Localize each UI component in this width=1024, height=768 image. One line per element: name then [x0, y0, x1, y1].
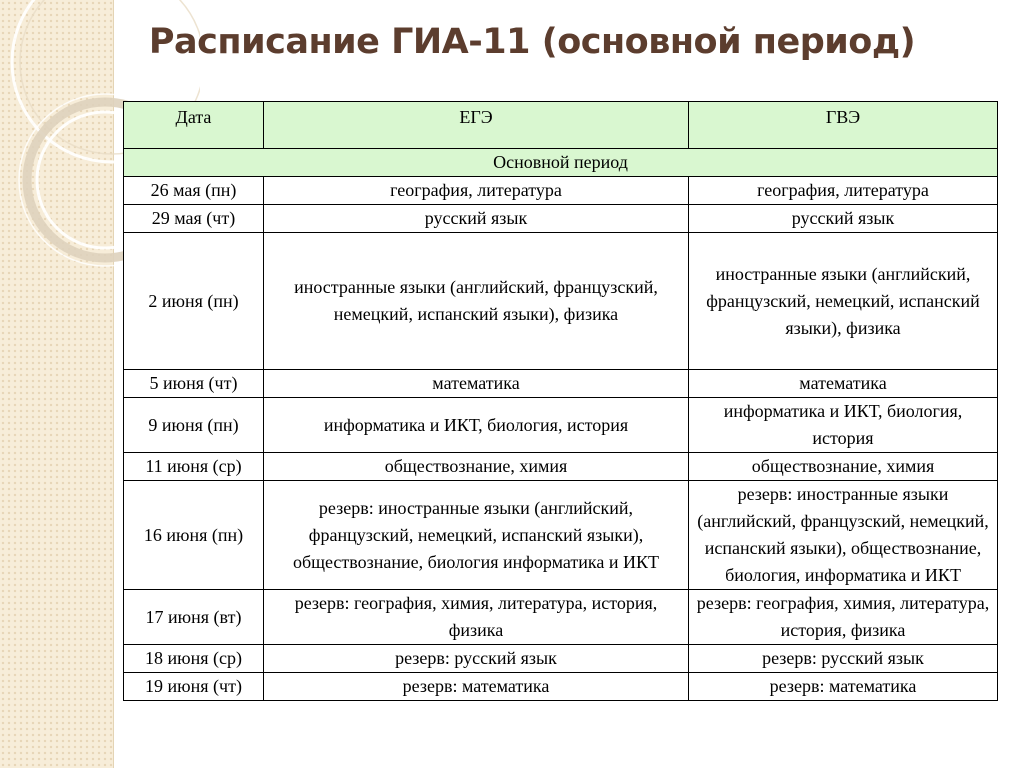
table-row — [124, 370, 998, 398]
cell-date: 9 июня (пн) — [124, 398, 264, 453]
cell-ege: география, литература — [264, 177, 689, 205]
cell-date: 17 июня (вт) — [124, 590, 264, 645]
cell-date: 5 июня (чт) — [124, 370, 264, 398]
cell-gve: резерв: иностранные языки (английский, французский, немецкий, испанский языки), обществознание, биология, информатика и ИКТ — [689, 481, 998, 590]
cell-ege: резерв: иностранные языки (английский, французский, немецкий, испанский языки), обществознание, биология информатика и ИКТ — [264, 481, 689, 590]
cell-ege: математика — [264, 370, 689, 398]
header-ege: ЕГЭ — [264, 102, 689, 149]
cell-ege: резерв: география, химия, литература, история, физика — [264, 590, 689, 645]
section-row — [124, 149, 998, 177]
cell-gve: иностранные языки (английский, французский, немецкий, испанский языки), физика — [689, 233, 998, 370]
cell-date: 16 июня (пн) — [124, 481, 264, 590]
cell-ege: иностранные языки (английский, французский, немецкий, испанский языки), физика — [264, 233, 689, 370]
cell-date: 18 июня (ср) — [124, 645, 264, 673]
cell-date: 2 июня (пн) — [124, 233, 264, 370]
table-row — [124, 177, 998, 205]
cell-ege: обществознание, химия — [264, 453, 689, 481]
header-gve: ГВЭ — [689, 102, 998, 149]
table-header-row — [124, 102, 998, 149]
table-row — [124, 673, 998, 701]
cell-gve: резерв: география, химия, литература, история, физика — [689, 590, 998, 645]
cell-gve: информатика и ИКТ, биология, история — [689, 398, 998, 453]
table-row — [124, 398, 998, 453]
cell-date: 26 мая (пн) — [124, 177, 264, 205]
cell-gve: резерв: русский язык — [689, 645, 998, 673]
decorative-side-panel — [0, 0, 113, 768]
side-panel-border — [113, 0, 114, 768]
table-row — [124, 645, 998, 673]
cell-ege: резерв: русский язык — [264, 645, 689, 673]
schedule-table — [123, 101, 998, 701]
table-row — [124, 205, 998, 233]
cell-gve: русский язык — [689, 205, 998, 233]
cell-ege: резерв: математика — [264, 673, 689, 701]
section-label: Основной период — [124, 149, 998, 177]
table-row — [124, 233, 998, 370]
cell-ege: русский язык — [264, 205, 689, 233]
cell-date: 19 июня (чт) — [124, 673, 264, 701]
table-row — [124, 453, 998, 481]
cell-gve: математика — [689, 370, 998, 398]
table-row — [124, 481, 998, 590]
header-date: Дата — [124, 102, 264, 149]
table-row — [124, 590, 998, 645]
cell-date: 11 июня (ср) — [124, 453, 264, 481]
cell-gve: география, литература — [689, 177, 998, 205]
cell-ege: информатика и ИКТ, биология, история — [264, 398, 689, 453]
cell-gve: обществознание, химия — [689, 453, 998, 481]
cell-gve: резерв: математика — [689, 673, 998, 701]
cell-date: 29 мая (чт) — [124, 205, 264, 233]
slide-title: Расписание ГИА-11 (основной период) — [148, 22, 916, 62]
